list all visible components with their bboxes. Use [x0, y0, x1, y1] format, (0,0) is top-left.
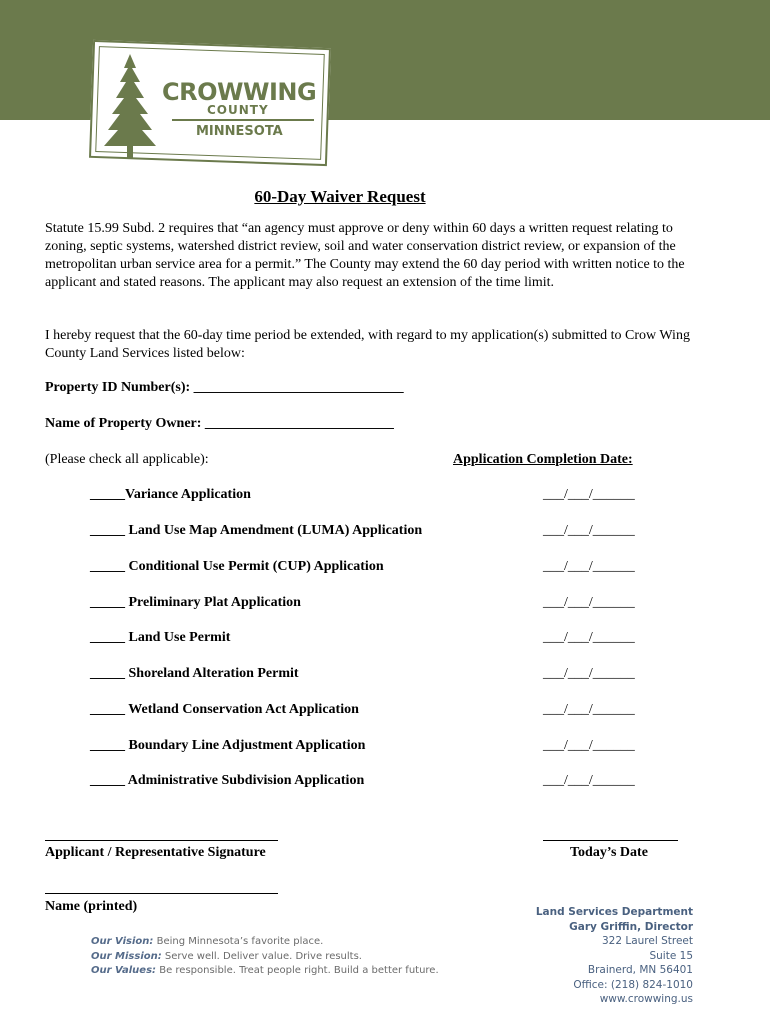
logo-county: COUNTY	[207, 103, 269, 117]
director-name: Gary Griffin, Director	[569, 920, 693, 933]
checkbox-cup[interactable]: _____ Conditional Use Permit (CUP) Application	[90, 559, 384, 574]
logo-state: MINNESOTA	[196, 124, 283, 139]
checkbox-preliminary-plat[interactable]: _____ Preliminary Plat Application	[90, 595, 301, 610]
department-name: Land Services Department	[535, 906, 693, 918]
date-field[interactable]: ___/___/______	[543, 595, 635, 610]
checkbox-land-use-permit[interactable]: _____ Land Use Permit	[90, 630, 231, 645]
mission-text: Serve well. Deliver value. Drive results.	[164, 950, 362, 962]
date-field[interactable]: ___/___/______	[543, 738, 635, 753]
printed-name-label: Name (printed)	[45, 899, 138, 914]
mission-block	[91, 935, 439, 979]
date-label: Today’s Date	[570, 845, 648, 860]
owner-name-field[interactable]: Name of Property Owner: ___________________________	[45, 416, 394, 431]
office-phone: Office: (218) 824-1010	[573, 978, 693, 991]
values-label: Our Values:	[91, 965, 157, 976]
checkbox-variance[interactable]: _____Variance Application	[90, 487, 251, 502]
suite: Suite 15	[649, 949, 693, 962]
date-field[interactable]: ___/___/______	[543, 559, 635, 574]
date-field[interactable]: ___/___/______	[543, 523, 635, 538]
page-title: 60-Day Waiver Request	[254, 187, 426, 206]
vision-label: Our Vision:	[91, 936, 154, 947]
contact-block	[536, 905, 693, 1007]
vision-text: Being Minnesota’s favorite place.	[156, 936, 324, 947]
date-line[interactable]	[543, 840, 678, 841]
request-paragraph: I hereby request that the 60-day time period be extended, with regard to my application(s) submitted to Crow Wing County Land Services listed below:	[45, 328, 690, 361]
street-address: 322 Laurel Street	[601, 935, 693, 947]
logo-wordmark: CROWWING	[162, 78, 317, 106]
checkbox-wetland[interactable]: _____ Wetland Conservation Act Application	[90, 702, 359, 717]
check-instruction: (Please check all applicable):	[45, 452, 209, 467]
website-link[interactable]: www.crowwing.us	[599, 993, 693, 1005]
statute-paragraph: Statute 15.99 Subd. 2 requires that “an agency must approve or deny within 60 days a written request relating to zoning, septic systems, watershed district review, soil and water conservation district review, or expansion of the metropolitan urban service area for a permit.” The County may extend the 60 day period with written notice to the applicant and stated reasons. The applicant may also request an extension of the time limit.	[45, 221, 685, 290]
checkbox-boundary[interactable]: _____ Boundary Line Adjustment Application	[90, 738, 366, 753]
checkbox-luma[interactable]: _____ Land Use Map Amendment (LUMA) Application	[90, 523, 423, 538]
date-field[interactable]: ___/___/______	[543, 487, 635, 502]
values-text: Be responsible. Treat people right. Build a better future.	[159, 965, 439, 976]
signature-label: Applicant / Representative Signature	[45, 845, 266, 860]
date-field[interactable]: ___/___/______	[543, 630, 635, 645]
date-field[interactable]: ___/___/______	[543, 773, 635, 788]
checkbox-admin-subdivision[interactable]: _____ Administrative Subdivision Application	[90, 773, 365, 788]
property-id-field[interactable]: Property ID Number(s): ______________________________	[45, 380, 404, 395]
printed-name-line[interactable]	[45, 893, 278, 894]
logo-rule	[172, 119, 314, 121]
signature-line[interactable]	[45, 840, 278, 841]
completion-date-header: Application Completion Date:	[453, 452, 633, 467]
checkbox-shoreland[interactable]: _____ Shoreland Alteration Permit	[90, 666, 299, 681]
date-field[interactable]: ___/___/______	[543, 666, 635, 681]
mission-label: Our Mission:	[91, 950, 162, 962]
city-state-zip: Brainerd, MN 56401	[587, 964, 693, 976]
date-field[interactable]: ___/___/______	[543, 702, 635, 717]
pine-tree-icon	[96, 52, 164, 162]
